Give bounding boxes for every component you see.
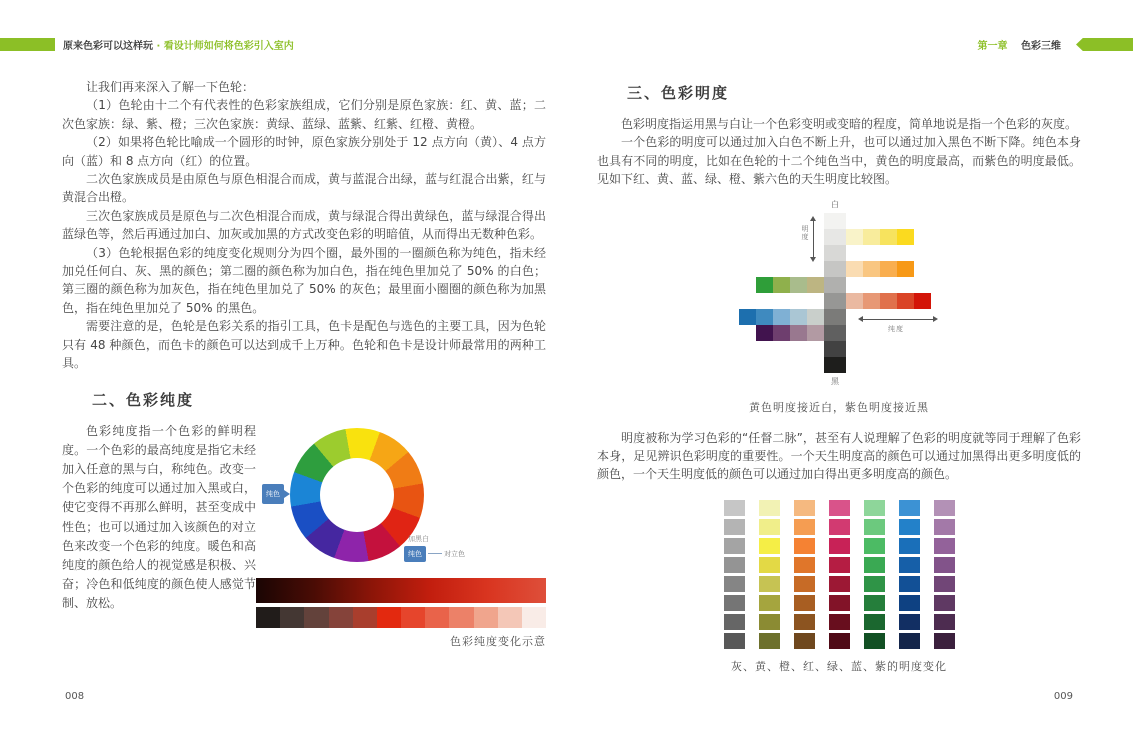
- purple-brightness-cell: [773, 325, 790, 341]
- brightness-chart-caption: 黄色明度接近白，紫色明度接近黑: [749, 400, 929, 414]
- 红-cell: [829, 557, 850, 573]
- 绿-cell: [864, 595, 885, 611]
- 灰-cell: [724, 500, 745, 516]
- 橙-cell: [794, 576, 815, 592]
- 红-cell: [829, 538, 850, 554]
- running-head-separator: ·: [156, 41, 161, 52]
- 蓝-cell: [899, 519, 920, 535]
- brightness-comparison-chart: [674, 199, 1004, 399]
- green-brightness-cell: [790, 277, 807, 293]
- paragraph: 让我们再来深入了解一下色轮：: [86, 80, 255, 94]
- gray-scale-cell: [824, 309, 846, 325]
- page-number-left: 008: [65, 691, 85, 702]
- blue-brightness-cell: [739, 309, 756, 325]
- 红-cell: [829, 633, 850, 649]
- orange-brightness-cell: [846, 261, 863, 277]
- 紫-column: [934, 500, 955, 649]
- purity-swatch: [522, 607, 546, 628]
- 橙-cell: [794, 538, 815, 554]
- gray-scale-cell: [824, 261, 846, 277]
- purity-swatch: [304, 607, 328, 628]
- 黄-cell: [759, 576, 780, 592]
- purity-swatch: [474, 607, 498, 628]
- purple-brightness-cell: [756, 325, 773, 341]
- orange-brightness-cell: [863, 261, 880, 277]
- purity-annotation: [404, 534, 465, 562]
- purity-figure: [256, 422, 546, 649]
- color-wheel-center: [320, 458, 394, 532]
- chapter-title: 色彩三维: [1021, 41, 1061, 52]
- 灰-cell: [724, 576, 745, 592]
- 橙-cell: [794, 557, 815, 573]
- 橙-cell: [794, 633, 815, 649]
- blue-brightness-cell: [756, 309, 773, 325]
- purple-brightness-cell: [807, 325, 824, 341]
- 紫-cell: [934, 557, 955, 573]
- 紫-cell: [934, 500, 955, 516]
- blue-brightness-cell: [790, 309, 807, 325]
- 蓝-cell: [899, 557, 920, 573]
- purity-gradient-bar: [256, 578, 546, 603]
- red-brightness-cell: [880, 293, 897, 309]
- purity-axis-arrow: [860, 319, 936, 320]
- 绿-cell: [864, 500, 885, 516]
- purity-swatch: [449, 607, 473, 628]
- yellow-brightness-cell: [880, 229, 897, 245]
- pure-color-box: 纯色: [404, 546, 426, 562]
- purity-swatch: [256, 607, 280, 628]
- paragraph: 二次色家族成员是由原色与原色相混合而成，黄与蓝混合出绿，蓝与红混合出紫，红与黄混合出橙。: [62, 172, 546, 205]
- 绿-cell: [864, 633, 885, 649]
- blue-brightness-cell: [773, 309, 790, 325]
- chapter-number: 第一章: [977, 41, 1008, 52]
- gray-scale-cell: [824, 229, 846, 245]
- 红-cell: [829, 614, 850, 630]
- green-brightness-cell: [807, 277, 824, 293]
- 橙-column: [794, 500, 815, 649]
- arrow-right-icon: [284, 490, 294, 498]
- purity-swatch: [425, 607, 449, 628]
- 绿-column: [864, 500, 885, 649]
- brightness-axis-arrow: [813, 218, 814, 260]
- orange-brightness-cell: [880, 261, 897, 277]
- 黄-cell: [759, 595, 780, 611]
- purity-swatch: [377, 607, 401, 628]
- red-brightness-cell: [897, 293, 914, 309]
- gray-scale-cell: [824, 213, 846, 229]
- 绿-cell: [864, 614, 885, 630]
- brightness-variation-grid: [597, 500, 1081, 649]
- 橙-cell: [794, 595, 815, 611]
- yellow-brightness-cell: [897, 229, 914, 245]
- gray-scale-cell: [824, 357, 846, 373]
- 蓝-cell: [899, 595, 920, 611]
- 灰-cell: [724, 595, 745, 611]
- 绿-cell: [864, 557, 885, 573]
- red-brightness-cell: [914, 293, 931, 309]
- 黄-cell: [759, 614, 780, 630]
- 蓝-column: [899, 500, 920, 649]
- green-brightness-cell: [756, 277, 773, 293]
- purity-swatch: [329, 607, 353, 628]
- book-title: 原来色彩可以这样玩: [63, 41, 153, 52]
- paragraph: 明度被称为学习色彩的“任督二脉”，甚至有人说理解了色彩的明度就等同于理解了色彩本身，足见辨识色彩明度的重要性。一个天生明度高的颜色可以通过加黑得出更多明度低的颜色，一个天生明度低的颜色可以通过加白得出更多明度高的颜色。: [597, 430, 1081, 482]
- 黄-column: [759, 500, 780, 649]
- header-green-bar-left: [0, 38, 55, 51]
- purity-axis-label: 纯度: [888, 324, 904, 333]
- 黄-cell: [759, 500, 780, 516]
- 灰-column: [724, 500, 745, 649]
- opposite-color-label: 对立色: [444, 549, 465, 558]
- gray-scale-cell: [824, 277, 846, 293]
- 灰-cell: [724, 519, 745, 535]
- 紫-cell: [934, 595, 955, 611]
- paragraph: （3）色轮根据色彩的纯度变化规则分为四个圈，最外围的一圈颜色称为纯色，指未经加兑任何白、灰、黑的颜色；第二圈的颜色称为加白色，指在纯色里加兑了 50% 的白色；第三圈的颜色称为加灰色，指在纯色里加兑了 50% 的灰色；最里面小圈圈的颜色称为加黑色，指在纯色里加兑了 50% 的黑色。: [62, 245, 546, 315]
- 红-column: [829, 500, 850, 649]
- purity-swatch: [353, 607, 377, 628]
- add-black-white-label: 加黑白: [408, 534, 429, 543]
- 橙-cell: [794, 519, 815, 535]
- 红-cell: [829, 500, 850, 516]
- red-brightness-cell: [863, 293, 880, 309]
- paragraph: （2）如果将色轮比喻成一个圆形的时钟，原色家族分别处于 12 点方向（黄）、4 点方向（蓝）和 8 点方向（红）的位置。: [62, 135, 546, 168]
- 绿-cell: [864, 519, 885, 535]
- gray-scale-cell: [824, 341, 846, 357]
- yellow-brightness-cell: [863, 229, 880, 245]
- purple-brightness-cell: [790, 325, 807, 341]
- section-heading-brightness: 三、色彩明度: [627, 84, 730, 102]
- 灰-cell: [724, 538, 745, 554]
- 黄-cell: [759, 538, 780, 554]
- 紫-cell: [934, 614, 955, 630]
- running-head-right: [978, 37, 1061, 52]
- 橙-cell: [794, 614, 815, 630]
- paragraph: （1）色轮由十二个有代表性的色彩家族组成，它们分别是原色家族：红、黄、蓝；二次色家族：绿、紫、橙；三次色家族：黄绿、蓝绿、蓝紫、红紫、红橙、黄橙。: [62, 98, 546, 131]
- brightness-grid-caption: 灰、黄、橙、红、绿、蓝、紫的明度变化: [731, 659, 947, 673]
- blue-brightness-cell: [807, 309, 824, 325]
- brightness-axis-label: 明度: [801, 224, 809, 241]
- section-heading-purity: 二、色彩纯度: [92, 390, 195, 409]
- right-page: [597, 78, 1081, 674]
- orange-brightness-cell: [897, 261, 914, 277]
- 黄-cell: [759, 557, 780, 573]
- green-brightness-cell: [773, 277, 790, 293]
- purity-swatch-bar: [256, 607, 546, 628]
- running-head-left: [63, 37, 294, 52]
- 紫-cell: [934, 538, 955, 554]
- white-label: 白: [831, 199, 839, 209]
- purity-swatch: [280, 607, 304, 628]
- 蓝-cell: [899, 633, 920, 649]
- 紫-cell: [934, 633, 955, 649]
- 黄-cell: [759, 519, 780, 535]
- 灰-cell: [724, 614, 745, 630]
- yellow-brightness-cell: [846, 229, 863, 245]
- purity-section: [62, 422, 546, 649]
- page-number-right: 009: [1053, 691, 1073, 702]
- red-brightness-cell: [846, 293, 863, 309]
- pure-color-label: 纯色: [262, 484, 284, 504]
- left-page: [62, 78, 546, 649]
- 黄-cell: [759, 633, 780, 649]
- 灰-cell: [724, 633, 745, 649]
- 蓝-cell: [899, 576, 920, 592]
- 红-cell: [829, 595, 850, 611]
- paragraph: 三次色家族成员是原色与二次色相混合而成，黄与绿混合得出黄绿色，蓝与绿混合得出蓝绿色等，然后再通过加白、加灰或加黑的方式改变色彩的明暗值，从而得出无数种色彩。: [62, 208, 546, 242]
- 红-cell: [829, 576, 850, 592]
- paragraph: 需要注意的是，色轮是色彩关系的指引工具，色卡是配色与选色的主要工具，因为色轮只有 48 种颜色，而色卡的颜色可以达到成千上万种。色轮和色卡是设计师最常用的两种工具。: [62, 319, 546, 371]
- 蓝-cell: [899, 538, 920, 554]
- 蓝-cell: [899, 500, 920, 516]
- 紫-cell: [934, 519, 955, 535]
- purity-swatch: [498, 607, 522, 628]
- connector-line: [428, 553, 442, 554]
- purity-figure-caption: 色彩纯度变化示意: [450, 634, 546, 648]
- 蓝-cell: [899, 614, 920, 630]
- paragraph: 色彩明度指运用黑与白让一个色彩变明或变暗的程度，简单地说是指一个色彩的灰度。: [621, 117, 1078, 131]
- 绿-cell: [864, 538, 885, 554]
- gray-scale-cell: [824, 293, 846, 309]
- header-green-flag-right: [1076, 38, 1133, 51]
- 绿-cell: [864, 576, 885, 592]
- color-wheel-figure: [256, 422, 546, 572]
- gray-scale-cell: [824, 325, 846, 341]
- purity-swatch: [401, 607, 425, 628]
- 橙-cell: [794, 500, 815, 516]
- 紫-cell: [934, 576, 955, 592]
- book-subtitle: 看设计师如何将色彩引入室内: [163, 41, 294, 52]
- black-label: 黑: [831, 376, 839, 386]
- paragraph: 一个色彩的明度可以通过加入白色不断上升，也可以通过加入黑色不断下降。纯色本身也具有不同的明度，比如在色轮的十二个纯色当中，黄色的明度最高，而紫色的明度最低。见如下红、黄、蓝、绿、橙、紫六色的天生明度比较图。: [597, 135, 1081, 187]
- purity-body-text: 色彩纯度指一个色彩的鲜明程度。一个色彩的最高纯度是指它未经加入任意的黑与白，称纯色。改变一个色彩的纯度可以通过加入黑或白，使它变得不再那么鲜明，甚至变成中性色；也可以通过加入该颜色的对立色来改变一个色彩的纯度。暖色和高纯度的颜色给人的视觉感是积极、兴奋；冷色和低纯度的颜色使人感觉节制、放松。: [62, 423, 256, 611]
- 灰-cell: [724, 557, 745, 573]
- 红-cell: [829, 519, 850, 535]
- gray-scale-cell: [824, 245, 846, 261]
